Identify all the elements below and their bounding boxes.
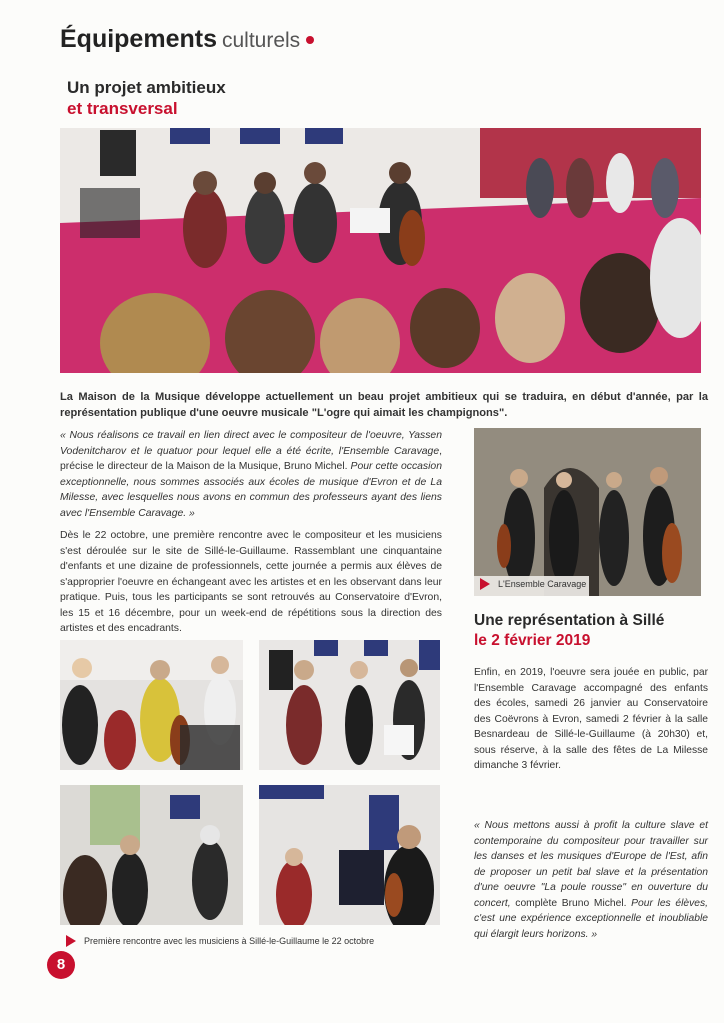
photo-violin-class xyxy=(60,785,243,925)
page-number: 8 xyxy=(47,951,75,979)
caption-arrow-icon xyxy=(66,935,76,947)
article-title-line1: Un projet ambitieux xyxy=(67,78,226,97)
article-title-line2: et transversal xyxy=(67,99,178,118)
left-p1-italic-b: Pour cette occasion exceptionnelle, nous sommes associés aux écoles de musique d'Evron et de La Milesse, avec lesquelles nous avons en commun des professeurs ayant des liens avec l'Ensemble Caravage. » xyxy=(60,461,442,519)
photo-cello-class xyxy=(60,640,243,770)
caption-arrow-icon xyxy=(480,578,490,590)
left-p1-plain: , précise le directeur de la Maison de la Musique, Bruno Michel. xyxy=(60,445,442,472)
left-column xyxy=(60,428,442,644)
photo-musicians-room xyxy=(259,640,440,770)
bottom-caption xyxy=(66,935,374,947)
left-paragraph-2: Dès le 22 octobre, une première rencontre avec le compositeur et les musiciens s'est déroulée sur le site de Sillé-le-Guillaume. Rassemblant une cinquantaine d'enfants et une dizaine de professionnels, cette journée a permis aux élèves de s'approprier l'oeuvre en échangeant avec les artistes et en les observant dans leur pratique. Puis, tous les participants se sont retrouvés au Conservatoire d'Evron, les 15 et 16 décembre, pour un week-end de répétitions sous la direction des artistes et des encadrants. xyxy=(60,530,442,634)
section-title-bold: Équipements xyxy=(60,25,217,53)
main-photo xyxy=(60,128,701,373)
subheading-line2: le 2 février 2019 xyxy=(474,632,591,649)
ensemble-photo xyxy=(474,428,701,596)
left-paragraph-1 xyxy=(60,428,442,521)
intro-paragraph: La Maison de la Musique développe actuellement un beau projet ambitieux qui se traduira, en début d'année, par la représentation publique d'une oeuvre musicale "L'ogre qui aimait les champignons". xyxy=(60,391,708,419)
section-title-light: culturels xyxy=(221,29,301,52)
left-p1-italic-a: « Nous réalisons ce travail en lien direct avec le compositeur de l'oeuvre, Yassen Vodenitcharov et le quatuor pour lequel elle a été écrite, l'Ensemble Caravage xyxy=(60,430,442,457)
subheading xyxy=(474,611,664,651)
right-paragraph-1: Enfin, en 2019, l'oeuvre sera jouée en public, par l'Ensemble Caravage accompagné des enfants des écoles, samedi 26 janvier au Conservatoire des Coëvrons à Evron, samedi 2 février à la salle Besnardeau de Sillé-le-Guillaume (à 20h30) et, sous réserve, à la salle des fêtes de La Milesse dimanche 3 février. xyxy=(474,667,708,771)
article-title xyxy=(67,77,226,119)
right-paragraph-2 xyxy=(474,818,708,942)
right-p2-italic-a: « Nous mettons aussi à profit la culture slave et contemporaine du compositeur pour travailler sur les danses et les musiques d'Europe de l'Est, afin de proposer un petit bal slave et la présentation d'une oeuvre "La poule rousse" en ouverture du concert, xyxy=(474,820,708,909)
section-dot-icon xyxy=(306,36,314,44)
ensemble-caption xyxy=(480,578,586,590)
section-title xyxy=(60,24,314,56)
subheading-line1: Une représentation à Sillé xyxy=(474,612,665,629)
right-p2-plain: complète Bruno Michel. xyxy=(510,897,632,909)
bottom-caption-text: Première rencontre avec les musiciens à Sillé-le-Guillaume le 22 octobre xyxy=(84,936,375,946)
right-p2-italic-b: Pour les élèves, c'est une expérience exceptionnelle et inoubliable qui élargit leurs horizons. » xyxy=(474,897,708,940)
photo-violin-lesson xyxy=(259,785,440,925)
ensemble-caption-text: L'Ensemble Caravage xyxy=(498,579,587,589)
